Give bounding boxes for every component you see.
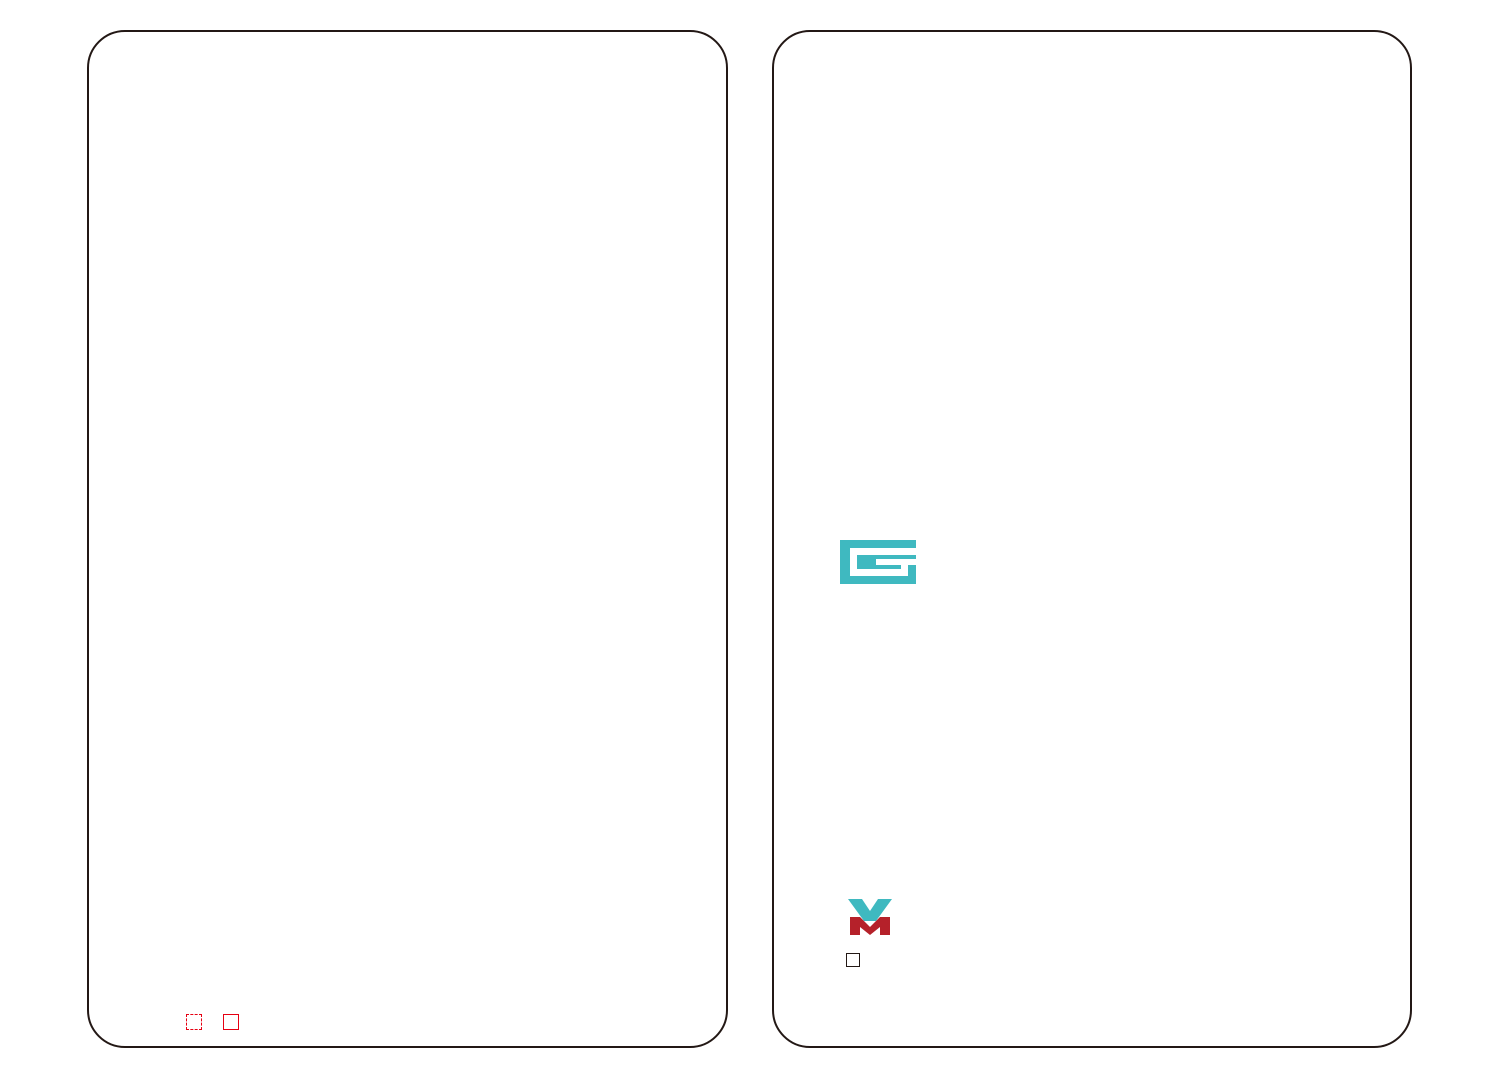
company-header bbox=[840, 540, 1380, 586]
company-logo-icon bbox=[840, 540, 916, 584]
legend-solid-box-icon bbox=[223, 1014, 239, 1030]
legend bbox=[160, 1014, 247, 1032]
manila-factory-line bbox=[846, 952, 880, 970]
legend-dashed-box-icon bbox=[186, 1014, 202, 1030]
ymtec-logo-icon bbox=[846, 895, 956, 937]
left-card bbox=[87, 30, 728, 1048]
checkbox-icon bbox=[846, 953, 860, 967]
